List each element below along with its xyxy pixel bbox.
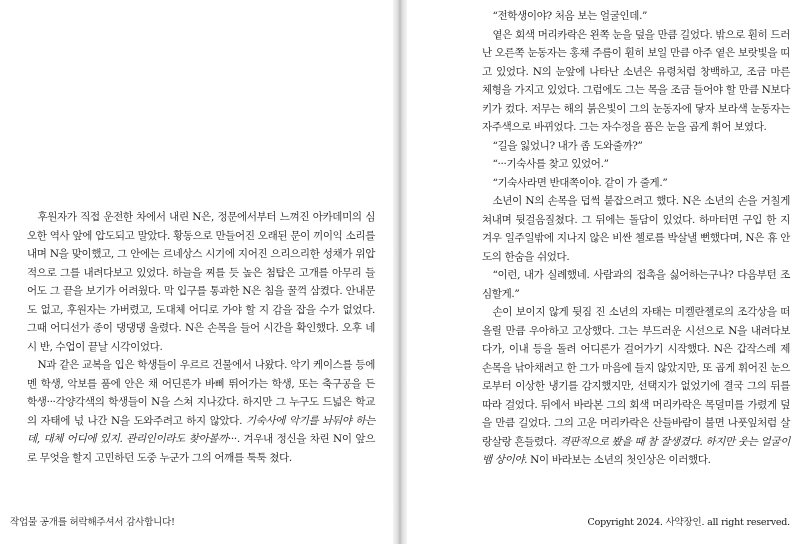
right-dialogue-7: “이런, 내가 실례했네. 사람과의 접촉을 싫어하는구나? 다음부턴 조심할게.” xyxy=(482,269,790,300)
right-paragraph-6: 소년이 N의 손목을 덥썩 붙잡으려고 했다. N은 소년의 손을 거칠게 쳐내며 뒷걸음질쳤다. 그 뒤에는 돌담이 있었다. 하마터면 구입 한 지 겨우 일주일밖에 지나지 않은 비싼 첼로를 박살낼 뻔했다며, N은 휴 안도의 한숨을 쉬었다. xyxy=(482,195,790,263)
left-paragraph-2 xyxy=(27,356,375,467)
book-gutter xyxy=(393,0,407,544)
right-dialogue-5: “기숙사라면 반대쪽이야. 같이 가 줄게.” xyxy=(492,176,668,189)
right-paragraph-8-ending: N이 바라보는 소년의 첫인상은 이러했다. xyxy=(530,454,711,466)
left-paragraph-2-text: N과 같은 교복을 입은 학생들이 우르르 건물에서 나왔다. 악기 케이스를 등에 멘 학생, 악보를 품에 안은 채 어딘론가 바삐 뛰어가는 학생, 또는 축구공을 든 학생···각양각색의 학생들이 N을 스쳐 지나갔다. 하지만 그 누구도 드넓은 학교의 자태에 넋 나간 N을 도와주려고 하지 않았다. xyxy=(27,359,375,427)
left-page xyxy=(0,0,393,544)
right-paragraph-8-thought: 격판적으로 봤을 때 참 잘생겼다. 하지만 웃는 얼굴이 뱀 상이야. xyxy=(482,435,790,466)
right-dialogue-1: “전학생이야? 처음 보는 얼굴인데.” xyxy=(492,10,648,22)
footer-copyright: Copyright 2024. 사약장인. all right reserved. xyxy=(587,517,790,528)
right-paragraph-8 xyxy=(482,303,790,470)
right-paragraph-8-text: 손이 보이지 않게 뒷짐 진 소년의 자태는 미켈란젤로의 조각상을 떠올릴 만큼 우아하고 고상했다. 그는 부드러운 시선으로 N을 내려다보다가, 이내 등을 돌려 어디론가 걸어가기 시작했다. N은 갑작스레 제 손목을 낚아채려고 한 그가 마음에 들지 않았지만, 또 곱게 휘어진 눈으로부터 이상한 냉기를 감지했지만, 선택지가 없었기에 결국 그의 뒤를 따라 걸었다. 뒤에서 바라본 그의 회색 머리카락은 목덜미를 가렸게 덮을 만큼 길었다. 그의 고운 머리카락은 산들바람이 불면 나풋잎처럼 살랑살랑 흔들렸다. xyxy=(482,306,790,448)
left-paragraph-1: 후원자가 직접 운전한 차에서 내린 N은, 정문에서부터 느껴진 아카데미의 심오한 역사 앞에 압도되고 말았다. 황동으로 만들어진 오래된 문이 끼이익 소리를 내며 N을 맞이했고, 그 안에는 르네상스 시기에 지어진 으리으리한 성채가 위압적으로 그를 내려다보고 있었다. 하늘을 찌를 듯 높은 첨탑은 고개를 아무리 들어도 그 끝을 보기가 어려웠다. 막 입구를 통과한 N은 침을 꿀꺽 삼켰다. 안내문도 없고, 후원자는 가버렸고, 도대체 어디로 가야 할 지 감을 잡을 수가 없었다. 그때 어디선가 종이 댕댕댕 울렸다. N은 손목을 들어 시간을 확인했다. 오후 네 시 반, 수업이 끝날 시각이었다. xyxy=(27,211,375,353)
left-paragraph-2-thought: 기숙사에 악기를 놔둬야 하는데, 대체 어디에 있지. 관리인이라도 찾아볼까···. xyxy=(27,414,375,445)
left-page-text xyxy=(27,208,375,467)
right-dialogue-3: “길을 잃었니? 내가 좀 도와줄까?” xyxy=(492,139,643,152)
left-paragraph-2-ending: 겨우내 정신을 차린 N이 앞으로 무엇을 할지 고민하던 도중 누군가 그의 어깨를 툭툭 쳤다. xyxy=(27,433,375,464)
footer-thanks-note: 작업물 공개를 허락해주셔서 감사합니다! xyxy=(10,517,175,528)
right-paragraph-2: 옅은 회색 머리카락은 왼쪽 눈을 덮을 만큼 길었다. 밖으로 훤히 드러난 오른쪽 눈동자는 홍채 주름이 훤히 보일 만큼 아주 옅은 보랏빛을 띠고 있었다. N의 눈앞에 나타난 소년은 유령처럼 창백하고, 조금 마른 체형을 가지고 있었다. 그럼에도 그는 목을 조금 들어야 할 만큼 N보다 키가 컸다. 저무는 해의 붉은빛이 그의 눈동자에 닿자 보라색 눈동자는 자주색으로 바뀌었다. 그는 자수정을 품은 눈을 곱게 휘어 보였다. xyxy=(482,28,790,133)
right-page-text xyxy=(482,7,790,470)
right-dialogue-4: “···기숙사를 찾고 있었어.” xyxy=(492,158,609,170)
